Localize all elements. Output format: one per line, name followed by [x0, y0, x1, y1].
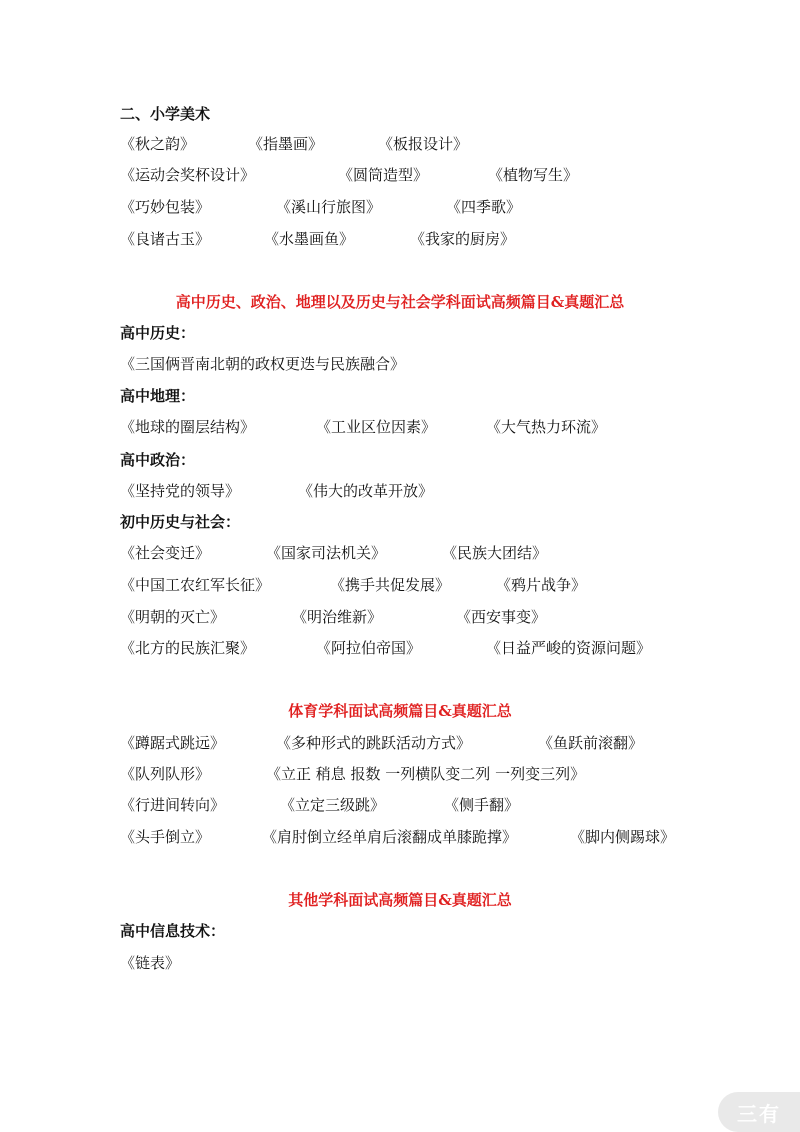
- list-item: 《蹲踞式跳远》: [120, 734, 226, 752]
- list-item: 《三国俩晋南北朝的政权更迭与民族融合》: [120, 355, 406, 373]
- list-item: 《坚持党的领导》: [120, 482, 241, 500]
- list-item: 《巧妙包装》: [120, 198, 211, 216]
- list-item: 《我家的厨房》: [410, 230, 516, 248]
- list-item: 《四季歌》: [446, 198, 522, 216]
- geo-label: 高中地理：: [120, 387, 196, 405]
- list-item: 《地球的圈层结构》: [120, 418, 256, 436]
- art-heading: 二、小学美术: [120, 105, 211, 123]
- list-item: 《队列队形》: [120, 765, 211, 783]
- list-item: 《头手倒立》: [120, 828, 211, 846]
- list-item: 《溪山行旅图》: [276, 198, 382, 216]
- list-item: 《日益严峻的资源问题》: [486, 639, 652, 657]
- other-section-title: 其他学科面试高频篇目&真题汇总: [288, 891, 512, 909]
- list-item: 《植物写生》: [488, 166, 579, 184]
- watermark-badge: 三有: [718, 1092, 800, 1132]
- history-label: 高中历史：: [120, 324, 196, 342]
- list-item: 《明朝的灭亡》: [120, 608, 226, 626]
- society-label: 初中历史与社会：: [120, 513, 241, 531]
- politics-label: 高中政治：: [120, 451, 196, 469]
- list-item: 《立定三级跳》: [280, 796, 386, 814]
- list-item: 《良诸古玉》: [120, 230, 211, 248]
- list-item: 《行进间转向》: [120, 796, 226, 814]
- list-item: 《秋之韵》: [120, 135, 196, 153]
- list-item: 《民族大团结》: [442, 544, 548, 562]
- list-item: 《北方的民族汇聚》: [120, 639, 256, 657]
- list-item: 《多种形式的跳跃活动方式》: [276, 734, 472, 752]
- list-item: 《圆筒造型》: [338, 166, 429, 184]
- history-section-title: 高中历史、政治、地理以及历史与社会学科面试高频篇目&真题汇总: [175, 293, 625, 311]
- list-item: 《明治维新》: [292, 608, 383, 626]
- list-item: 《水墨画鱼》: [264, 230, 355, 248]
- list-item: 《链表》: [120, 954, 181, 972]
- list-item: 《携手共促发展》: [330, 576, 451, 594]
- it-label: 高中信息技术：: [120, 922, 226, 940]
- list-item: 《伟大的改革开放》: [298, 482, 434, 500]
- list-item: 《侧手翻》: [444, 796, 520, 814]
- list-item: 《立正 稍息 报数 一列横队变二列 一列变三列》: [266, 765, 586, 783]
- list-item: 《鱼跃前滚翻》: [538, 734, 644, 752]
- list-item: 《中国工农红军长征》: [120, 576, 271, 594]
- list-item: 《工业区位因素》: [316, 418, 437, 436]
- list-item: 《社会变迁》: [120, 544, 211, 562]
- list-item: 《脚内侧踢球》: [570, 828, 676, 846]
- pe-section-title: 体育学科面试高频篇目&真题汇总: [288, 702, 512, 720]
- list-item: 《西安事变》: [456, 608, 547, 626]
- list-item: 《阿拉伯帝国》: [316, 639, 422, 657]
- list-item: 《国家司法机关》: [266, 544, 387, 562]
- list-item: 《大气热力环流》: [486, 418, 607, 436]
- list-item: 《运动会奖杯设计》: [120, 166, 256, 184]
- list-item: 《板报设计》: [378, 135, 469, 153]
- list-item: 《鸦片战争》: [496, 576, 587, 594]
- list-item: 《指墨画》: [248, 135, 324, 153]
- list-item: 《肩肘倒立经单肩后滚翻成单膝跪撑》: [262, 828, 518, 846]
